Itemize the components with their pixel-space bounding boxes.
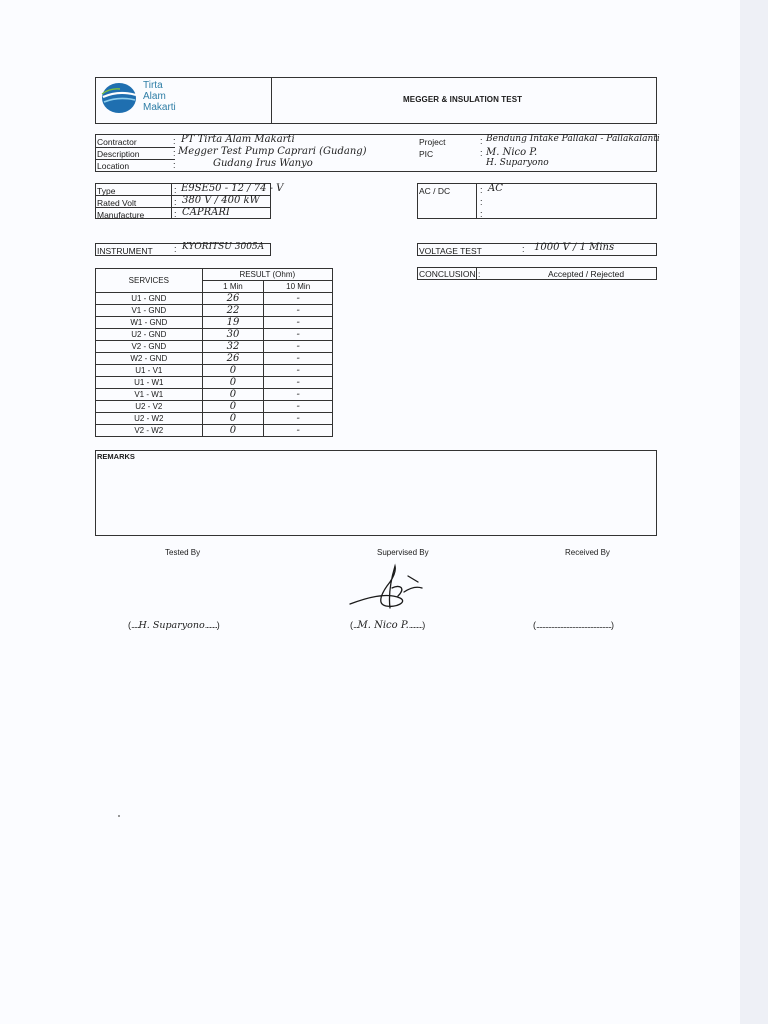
service-cell: W1 - GND: [96, 317, 203, 329]
received-paren-close: ): [611, 620, 615, 630]
voltage-test-value: 1000 V / 1 Mins: [534, 242, 615, 253]
scan-edge: [740, 0, 768, 1024]
service-cell: V2 - W2: [96, 425, 203, 437]
service-cell: W2 - GND: [96, 353, 203, 365]
min10-value-cell: -: [264, 377, 333, 389]
min10-value-cell: -: [264, 353, 333, 365]
service-cell: V1 - GND: [96, 305, 203, 317]
result-rows: [96, 293, 333, 437]
logo-line-2: Alam: [143, 91, 166, 102]
result-row: [96, 317, 333, 329]
min10-value-cell: -: [264, 425, 333, 437]
company-logo: [100, 80, 140, 116]
voltage-test-colon: :: [522, 244, 525, 254]
equipment-divider: [171, 183, 172, 219]
instrument-colon: :: [174, 244, 177, 254]
description-colon: :: [173, 148, 176, 158]
tested-paren-open: (: [128, 620, 131, 630]
service-cell: U1 - GND: [96, 293, 203, 305]
min1-value-cell: 19: [202, 317, 264, 329]
tested-paren-close: ): [216, 620, 220, 630]
info-row-line-2: [95, 159, 175, 160]
result-row: [96, 329, 333, 341]
supervised-paren-open: (: [350, 620, 353, 630]
result-row: [96, 305, 333, 317]
min10-value-cell: -: [264, 401, 333, 413]
header-divider: [271, 77, 272, 124]
manufacture-value: CAPRARI: [182, 207, 230, 218]
pic-value-2: H. Suparyono: [486, 158, 549, 168]
result-row: [96, 377, 333, 389]
supervisor-signature: [346, 562, 438, 618]
acdc-label: AC / DC: [419, 186, 451, 196]
project-colon: :: [480, 136, 483, 146]
scan-speck: [118, 815, 120, 817]
location-value: Gudang Irus Wanyo: [213, 158, 313, 169]
water-drop-logo-icon: [100, 80, 140, 116]
conclusion-label: CONCLUSION :: [419, 269, 481, 279]
result-row: [96, 413, 333, 425]
contractor-label: Contractor: [97, 137, 137, 147]
description-label: Description: [97, 149, 140, 159]
min10-value-cell: -: [264, 413, 333, 425]
type-label: Type: [97, 186, 116, 196]
remarks-label: REMARKS: [97, 452, 135, 461]
voltage-test-label: VOLTAGE TEST: [419, 246, 482, 256]
project-label: Project: [419, 137, 446, 147]
col-10min-header: 10 Min: [264, 281, 333, 293]
supervised-by-signature-line: (...M. Nico P..........): [350, 620, 426, 631]
result-row: [96, 341, 333, 353]
service-cell: U1 - W1: [96, 377, 203, 389]
type-colon: :: [174, 185, 177, 195]
rated-volt-label: Rated Volt: [97, 198, 137, 208]
min1-value-cell: 30: [202, 329, 264, 341]
rated-volt-colon: :: [174, 197, 177, 207]
min1-value-cell: 22: [202, 305, 264, 317]
result-row: [96, 425, 333, 437]
tested-by-signature-line: (.....H. Suparyono........): [128, 620, 220, 631]
manufacture-colon: :: [174, 209, 177, 219]
service-cell: U2 - GND: [96, 329, 203, 341]
min10-value-cell: -: [264, 365, 333, 377]
conclusion-value: Accepted / Rejected: [548, 269, 625, 279]
instrument-label: INSTRUMENT: [97, 246, 153, 256]
acdc-divider: [476, 183, 477, 219]
tested-by-name: H. Suparyono: [138, 620, 205, 631]
manufacture-label: Manufacture: [97, 210, 145, 220]
service-cell: V1 - W1: [96, 389, 203, 401]
info-row-line-1: [95, 147, 175, 148]
min10-value-cell: -: [264, 305, 333, 317]
supervised-by-label: Supervised By: [377, 548, 429, 557]
description-value: Megger Test Pump Caprari (Gudang): [178, 146, 367, 157]
contractor-colon: :: [173, 136, 176, 146]
min1-value-cell: 26: [202, 353, 264, 365]
min10-value-cell: -: [264, 341, 333, 353]
pic-colon: :: [480, 148, 483, 158]
received-by-signature-line: (..................................................): [533, 620, 615, 630]
service-cell: U1 - V1: [96, 365, 203, 377]
logo-wordmark: [143, 80, 176, 113]
contractor-value: PT Tirta Alam Makarti: [181, 134, 295, 145]
tested-by-label: Tested By: [165, 548, 201, 557]
result-row: [96, 293, 333, 305]
type-value: E9SE50 - 12 / 74 - V: [181, 183, 284, 194]
result-header: RESULT (Ohm): [202, 269, 332, 281]
supervised-paren-close: ): [422, 620, 426, 630]
remarks-box: [95, 450, 657, 536]
results-table: [95, 268, 333, 437]
acdc-value: AC: [488, 183, 503, 194]
pic-label: PIC: [419, 149, 434, 159]
received-paren-open: (: [533, 620, 536, 630]
min1-value-cell: 0: [202, 401, 264, 413]
min1-value-cell: 0: [202, 389, 264, 401]
rated-volt-value: 380 V / 400 kW: [182, 195, 260, 206]
service-cell: V2 - GND: [96, 341, 203, 353]
min10-value-cell: -: [264, 389, 333, 401]
min1-value-cell: 0: [202, 425, 264, 437]
min1-value-cell: 0: [202, 377, 264, 389]
acdc-colon-3: :: [480, 209, 483, 219]
min10-value-cell: -: [264, 317, 333, 329]
min1-value-cell: 0: [202, 413, 264, 425]
acdc-colon-2: :: [480, 197, 483, 207]
logo-line-3: Makarti: [143, 102, 176, 113]
min1-value-cell: 32: [202, 341, 264, 353]
service-cell: U2 - W2: [96, 413, 203, 425]
logo-line-1: Tirta: [143, 80, 163, 91]
min1-value-cell: 0: [202, 365, 264, 377]
acdc-box: [417, 183, 657, 219]
received-by-label: Received By: [565, 548, 610, 557]
result-row: [96, 389, 333, 401]
services-header: SERVICES: [96, 269, 203, 293]
result-row: [96, 365, 333, 377]
col-1min-header: 1 Min: [202, 281, 264, 293]
location-label: Location: [97, 161, 130, 171]
min1-value-cell: 26: [202, 293, 264, 305]
result-row: [96, 401, 333, 413]
service-cell: U2 - V2: [96, 401, 203, 413]
instrument-value: KYORITSU 3005A: [182, 242, 265, 252]
result-row: [96, 353, 333, 365]
min10-value-cell: -: [264, 293, 333, 305]
document-title: MEGGER & INSULATION TEST: [403, 95, 523, 104]
min10-value-cell: -: [264, 329, 333, 341]
location-colon: :: [173, 160, 176, 170]
project-value: Bendung Intake Pallakal - Pallakalanti: [486, 134, 660, 144]
pic-value-1: M. Nico P.: [486, 147, 538, 158]
handwritten-signature-icon: [346, 562, 438, 618]
acdc-colon-1: :: [480, 185, 483, 195]
supervised-by-name: M. Nico P.: [357, 620, 409, 631]
header-box: [95, 77, 657, 124]
